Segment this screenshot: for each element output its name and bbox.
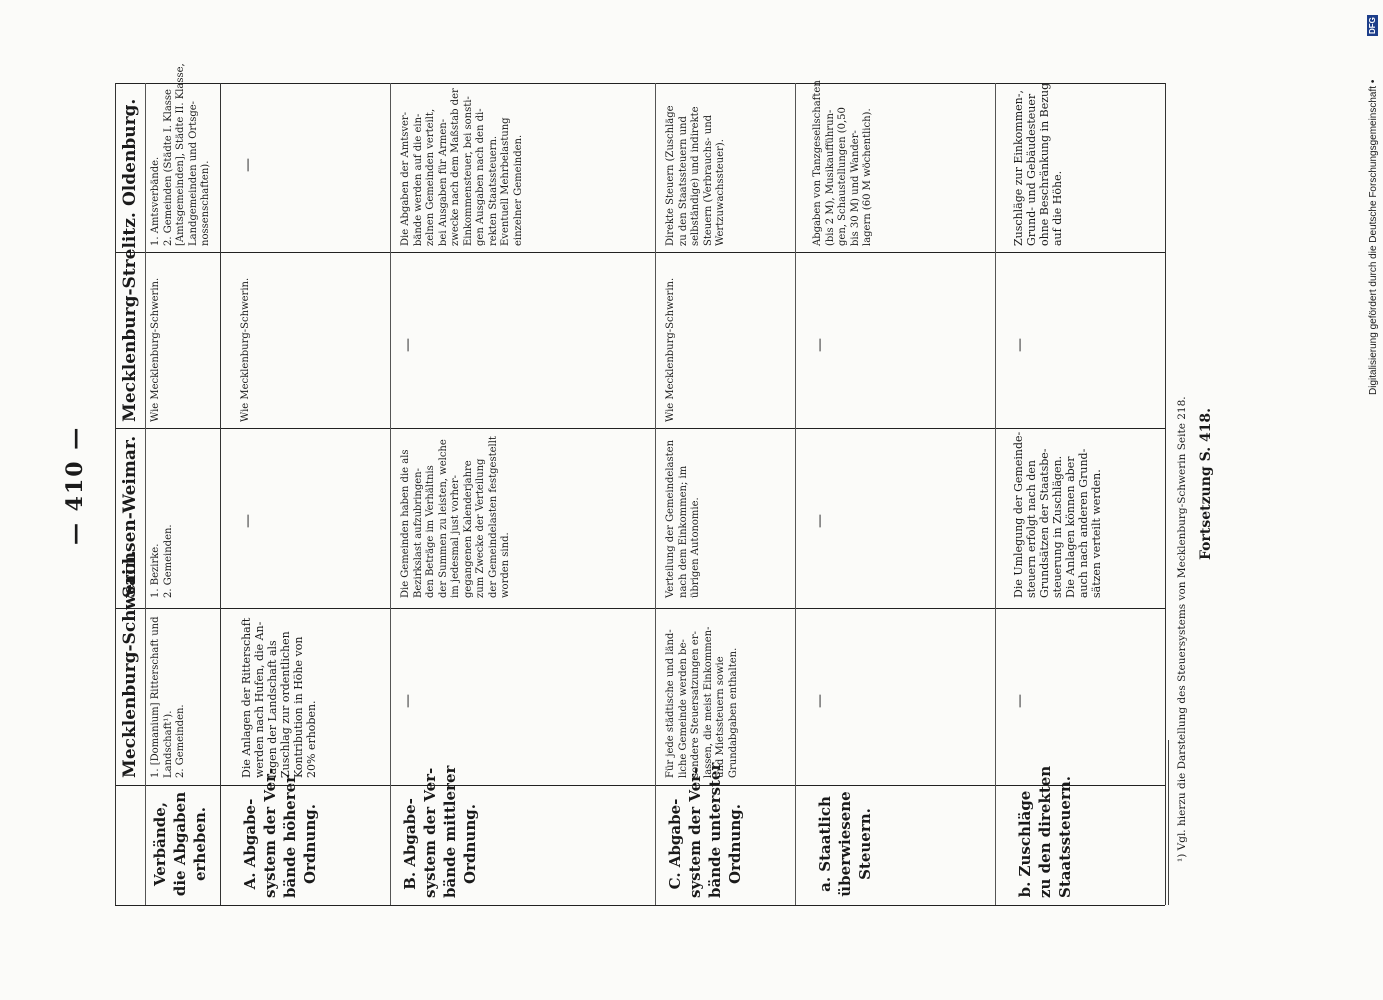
- rowb-ol: Zuschläge zur Einkommen-, Grund- und Gebäudesteuer ohne Beschränkung in Bezug auf die Höhe.: [1012, 82, 1064, 246]
- column-divider-sw: [115, 428, 1165, 429]
- rowa-ms: —: [812, 694, 828, 708]
- footnote-rule: [1168, 740, 1169, 905]
- row-divider-a: [795, 83, 796, 905]
- rowA-mst: Wie Mecklenburg-Schwerin.: [240, 277, 251, 422]
- row-label-header: Verbände, die Abgaben erheben.: [151, 791, 209, 897]
- row-divider-b: [995, 83, 996, 905]
- digitization-credit: Digitalisierung gefördert durch die Deutsche Forschungsgemeinschaft •: [1368, 79, 1379, 395]
- rowC-ol: Direkte Steuern (Zuschläge zu den Staatssteuern und selbständige) und indirekte Steuern (Verbrauchs- und Wertzuwachssteuer).: [665, 105, 726, 246]
- row0-sw: 1. Bezirke. 2. Gemeinden.: [150, 524, 174, 598]
- rowC-mst: Wie Mecklenburg-Schwerin.: [665, 277, 676, 422]
- continuation-note: Fortsetzung S. 418.: [1198, 407, 1214, 560]
- row0-ol: 1. Amtsverbände. 2. Gemeinden (Städte I. Klasse [Amtsgemeinden], Städte II. Klasse, Landgemeinden und Ortsge- nossenschaften).: [150, 63, 211, 246]
- table-bottom-rule: [115, 905, 1165, 906]
- row-label-A: A. Abgabe- system der Ver- bände höherer Ordnung.: [241, 767, 319, 898]
- row0-ms: 1. [Domanium] Ritterschaft und Landschaft¹). 2. Gemeinden.: [150, 616, 186, 778]
- header-sachsen-weimar: Sachsen-Weimar.: [120, 435, 140, 598]
- column-divider-mst: [115, 252, 1165, 253]
- row-divider-A: [220, 83, 221, 905]
- row0-mst: Wie Mecklenburg-Schwerin.: [150, 277, 161, 422]
- rowA-ol: —: [240, 158, 256, 172]
- rowB-sw: Die Gemeinden haben die als Bezirkslast aufzubringen- den Beträge im Verhältnis der Summen zu leisten, welche im jedesmal just vorher- gegangenen Kalenderjahre zum Zwecke der Verteilung der Gemeindelasten festgestellt worden sind.: [400, 436, 511, 598]
- row-divider-0: [145, 83, 146, 905]
- header-mecklenburg-strelitz: Mecklenburg-Strelitz.: [120, 212, 140, 422]
- rowa-ol: Abgaben von Tanzgesellschaften (bis 2 M), Musikaufführun- gen, Schaustellungen (0,50 bis 30 M) und Wander- lagern (60 M wöchentlich).: [812, 80, 873, 246]
- rowB-mst: —: [400, 338, 416, 352]
- row-divider-B: [390, 83, 391, 905]
- row-label-C: C. Abgabe- system der Ver- bände unterster Ordnung.: [666, 762, 744, 898]
- page-number: — 410 —: [62, 425, 88, 545]
- rowb-ms: —: [1012, 694, 1028, 708]
- rowB-ol: Die Abgaben der Amtsver- bände werden auf die ein- zelnen Gemeinden verteilt, bei Ausgaben für Armen- zwecke nach dem Maßstab der Einkommensteuer, bei sonsti- gen Ausgaben nach den di- rekten Staatssteuern. Eventuell Mehrbelastung einzelner Gemeinden.: [400, 88, 524, 246]
- table-top-rule: [115, 83, 1165, 84]
- rowC-sw: Verteilung der Gemeindelasten nach dem Einkommen; im übrigen Autonomie.: [665, 439, 701, 598]
- rowC-ms: Für jede städtische und länd- liche Gemeinde werden be- sondere Steuersatzungen er- lassen, die meist Einkommen- und Mietssteuern sowie Grundabgaben enthalten.: [665, 626, 739, 778]
- dfg-logo: DFG: [1368, 17, 1377, 34]
- footnote: ¹) Vgl. hierzu die Darstellung des Steuersystems von Mecklenburg-Schwerin Seite 218.: [1176, 396, 1188, 862]
- header-mecklenburg-schwerin: Mecklenburg-Schwerin.: [120, 550, 140, 778]
- row-divider-C: [655, 83, 656, 905]
- column-divider-ms: [115, 608, 1165, 609]
- row-label-B: B. Abgabe- system der Ver- bände mittlerer Ordnung.: [401, 765, 479, 898]
- rowa-sw: —: [812, 514, 828, 528]
- row-divider-header: [115, 83, 116, 905]
- row-divider-end: [1165, 83, 1166, 905]
- rowb-mst: —: [1012, 338, 1028, 352]
- header-oldenburg: Oldenburg.: [120, 98, 140, 206]
- row-label-b: b. Zuschläge zu den direkten Staatssteuern.: [1016, 765, 1074, 898]
- row-label-a: a. Staatlich überwiesene Steuern.: [816, 791, 874, 897]
- rowB-ms: —: [400, 694, 416, 708]
- rowA-ms: Die Anlagen der Ritterschaft werden nach Hufen, die An- lagen der Landschaft als Zuschlag zur ordentlichen Kontribution in Höhe von 20% erhoben.: [240, 617, 318, 778]
- rowa-mst: —: [812, 338, 828, 352]
- rowA-sw: —: [240, 514, 256, 528]
- rowb-sw: Die Umlegung der Gemeinde- steuern erfolgt nach den Grundsätzen der Staatsbe- steuerung in Zuschlägen. Die Anlagen können aber auch nach anderen Grund- sätzen verteilt werden.: [1012, 431, 1103, 598]
